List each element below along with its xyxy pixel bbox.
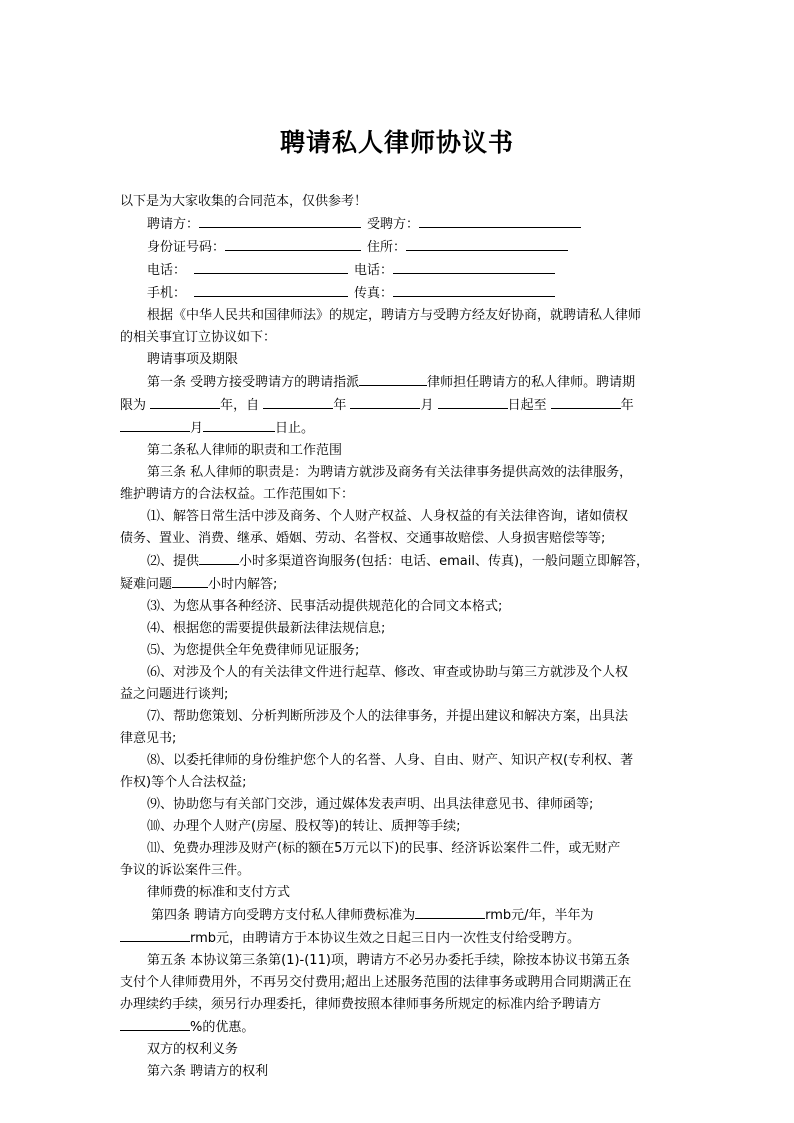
article-3-line-1: 第三条 私人律师的职责是：为聘请方就涉及商务有关法律事务提供高效的法律服务， <box>147 465 633 480</box>
lawyer-name-blank[interactable] <box>359 371 427 386</box>
end-year-blank[interactable] <box>551 394 621 409</box>
art1-text-g: 日起至 <box>507 398 547 413</box>
item-2-line-1 <box>120 550 674 573</box>
art1-text-b: 律师担任聘请方的私人律师。聘请期 <box>427 375 636 390</box>
fax-label: 传真： <box>354 286 394 301</box>
article-4-line-2 <box>120 927 674 950</box>
art1-text-e: 年 <box>333 398 347 413</box>
art1-text-d: 年，自 <box>220 398 260 413</box>
art4-text-a: 第四条 聘请方向受聘方支付私人律师费标准为 <box>151 908 416 923</box>
phone1-blank[interactable] <box>194 259 348 274</box>
item-11-line-2: 争议的诉讼案件三件。 <box>120 863 251 878</box>
phone-row <box>120 259 674 282</box>
item-5: ⑸、为您提供全年免费律师见证服务; <box>147 643 360 658</box>
term-years-blank[interactable] <box>150 394 220 409</box>
item-7-line-2: 律意见书; <box>120 731 177 746</box>
article-6: 第六条 聘请方的权利 <box>147 1064 269 1079</box>
item-2-text-c: 疑难问题 <box>120 577 173 592</box>
intro-text: 以下是为大家收集的合同范本，仅供参考！ <box>120 194 368 209</box>
item-2-text-b: 小时多渠道咨询服务(包括：电话、email、传真)，一般问题立即解答， <box>239 554 650 569</box>
mobile-blank[interactable] <box>194 282 348 297</box>
art1-text-i: 月 <box>190 421 204 436</box>
article-1-line-1 <box>120 371 674 394</box>
item-8-line-2: 作权)等个人合法权益; <box>120 775 247 790</box>
id-row <box>120 236 674 259</box>
section-heading-1: 聘请事项及期限 <box>147 352 239 367</box>
section-heading-3: 双方的权利义务 <box>147 1042 239 1057</box>
document-title: 聘请私人律师协议书 <box>279 128 514 157</box>
item-1-line-1: ⑴、解答日常生活中涉及商务、个人财产权益、人身权益的有关法律咨询，诸如债权 <box>147 509 629 524</box>
art4-text-c: rmb元，由聘请方于本协议生效之日起三日内一次性支付给受聘方。 <box>190 931 581 946</box>
article-3-line-2: 维护聘请方的合法权益。工作范围如下： <box>120 487 355 502</box>
start-year-blank[interactable] <box>263 394 333 409</box>
art1-text-h: 年 <box>620 398 634 413</box>
phone1-label: 电话： <box>147 263 187 278</box>
half-year-fee-blank[interactable] <box>120 927 190 942</box>
item-6-line-1: ⑹、对涉及个人的有关法律文件进行起草、修改、审查或协助与第三方就涉及个人权 <box>147 665 629 680</box>
annual-fee-blank[interactable] <box>415 904 485 919</box>
end-month-blank[interactable] <box>120 417 190 432</box>
item-7-line-1: ⑺、帮助您策划、分析判断所涉及个人的法律事务，并提出建议和解决方案，出具法 <box>147 709 629 724</box>
id-blank[interactable] <box>225 236 361 251</box>
item-2-text-d: 小时内解答; <box>208 577 278 592</box>
fax-blank[interactable] <box>393 282 555 297</box>
hiree-label: 受聘方： <box>367 217 420 232</box>
reply-hours-blank[interactable] <box>172 573 208 588</box>
article-2: 第二条私人律师的职责和工作范围 <box>147 443 343 458</box>
item-3: ⑶、为您从事各种经济、民事活动提供规范化的合同文本格式; <box>147 599 503 614</box>
item-4: ⑷、根据您的需要提供最新法律法规信息; <box>147 621 386 636</box>
art1-text-a: 第一条 受聘方接受聘请方的聘请指派 <box>147 375 360 390</box>
start-month-blank[interactable] <box>350 394 420 409</box>
item-2-line-2 <box>120 573 674 596</box>
discount-blank[interactable] <box>120 1016 190 1031</box>
service-hours-blank[interactable] <box>199 550 239 565</box>
preamble-line-2: 的相关事宜订立协议如下： <box>120 330 277 345</box>
art4-text-b: rmb元/年，半年为 <box>485 908 594 923</box>
art1-text-j: 日止。 <box>275 421 315 436</box>
article-5-line-4 <box>120 1016 674 1039</box>
art1-text-f: 月 <box>420 398 434 413</box>
art1-text-c: 限为 <box>120 398 147 413</box>
article-5-line-3: 办理续约手续，须另行办理委托，律师费按照本律师事务所规定的标准内给予聘请方 <box>120 997 602 1012</box>
hirer-label: 聘请方： <box>147 217 200 232</box>
phone2-blank[interactable] <box>393 259 555 274</box>
item-9: ⑼、协助您与有关部门交涉，通过媒体发表声明、出具法律意见书、律师函等; <box>147 797 594 812</box>
article-1-line-3 <box>120 417 674 440</box>
party-row <box>120 213 674 236</box>
address-blank[interactable] <box>406 236 568 251</box>
article-5-line-1: 第五条 本协议第三条第(1)-(11)项，聘请方不必另办委托手续，除按本协议书第五条 <box>147 953 630 968</box>
mobile-row <box>120 282 674 305</box>
mobile-label: 手机： <box>147 286 187 301</box>
item-2-text-a: ⑵、提供 <box>147 554 200 569</box>
article-1-line-2 <box>120 394 674 417</box>
hiree-blank[interactable] <box>419 213 581 228</box>
address-label: 住所： <box>367 240 407 255</box>
article-5-line-2: 支付个人律师费用外，不再另交付费用;超出上述服务范围的法律事务或聘用合同期满正在 <box>120 975 632 990</box>
phone2-label: 电话： <box>354 263 394 278</box>
item-6-line-2: 益之问题进行谈判; <box>120 687 229 702</box>
item-8-line-1: ⑻、以委托律师的身份维护您个人的名誉、人身、自由、财产、知识产权(专利权、著 <box>147 753 634 768</box>
end-day-blank[interactable] <box>203 417 275 432</box>
hirer-blank[interactable] <box>199 213 361 228</box>
start-day-blank[interactable] <box>438 394 508 409</box>
item-10: ⑽、办理个人财产(房屋、股权等)的转让、质押等手续; <box>147 819 461 834</box>
id-label: 身份证号码： <box>147 240 226 255</box>
article-4-line-1 <box>120 904 674 927</box>
item-1-line-2: 债务、置业、消费、继承、婚姻、劳动、名誉权、交通事故赔偿、人身损害赔偿等等; <box>120 531 606 546</box>
preamble-line-1: 根据《中华人民共和国律师法》的规定，聘请方与受聘方经友好协商，就聘请私人律师 <box>147 308 642 323</box>
section-heading-2: 律师费的标准和支付方式 <box>147 885 291 900</box>
item-11-line-1: ⑾、免费办理涉及财产(标的额在5万元以下)的民事、经济诉讼案件二件，或无财产 <box>147 841 621 856</box>
art5-text-end: %的优惠。 <box>190 1020 255 1035</box>
